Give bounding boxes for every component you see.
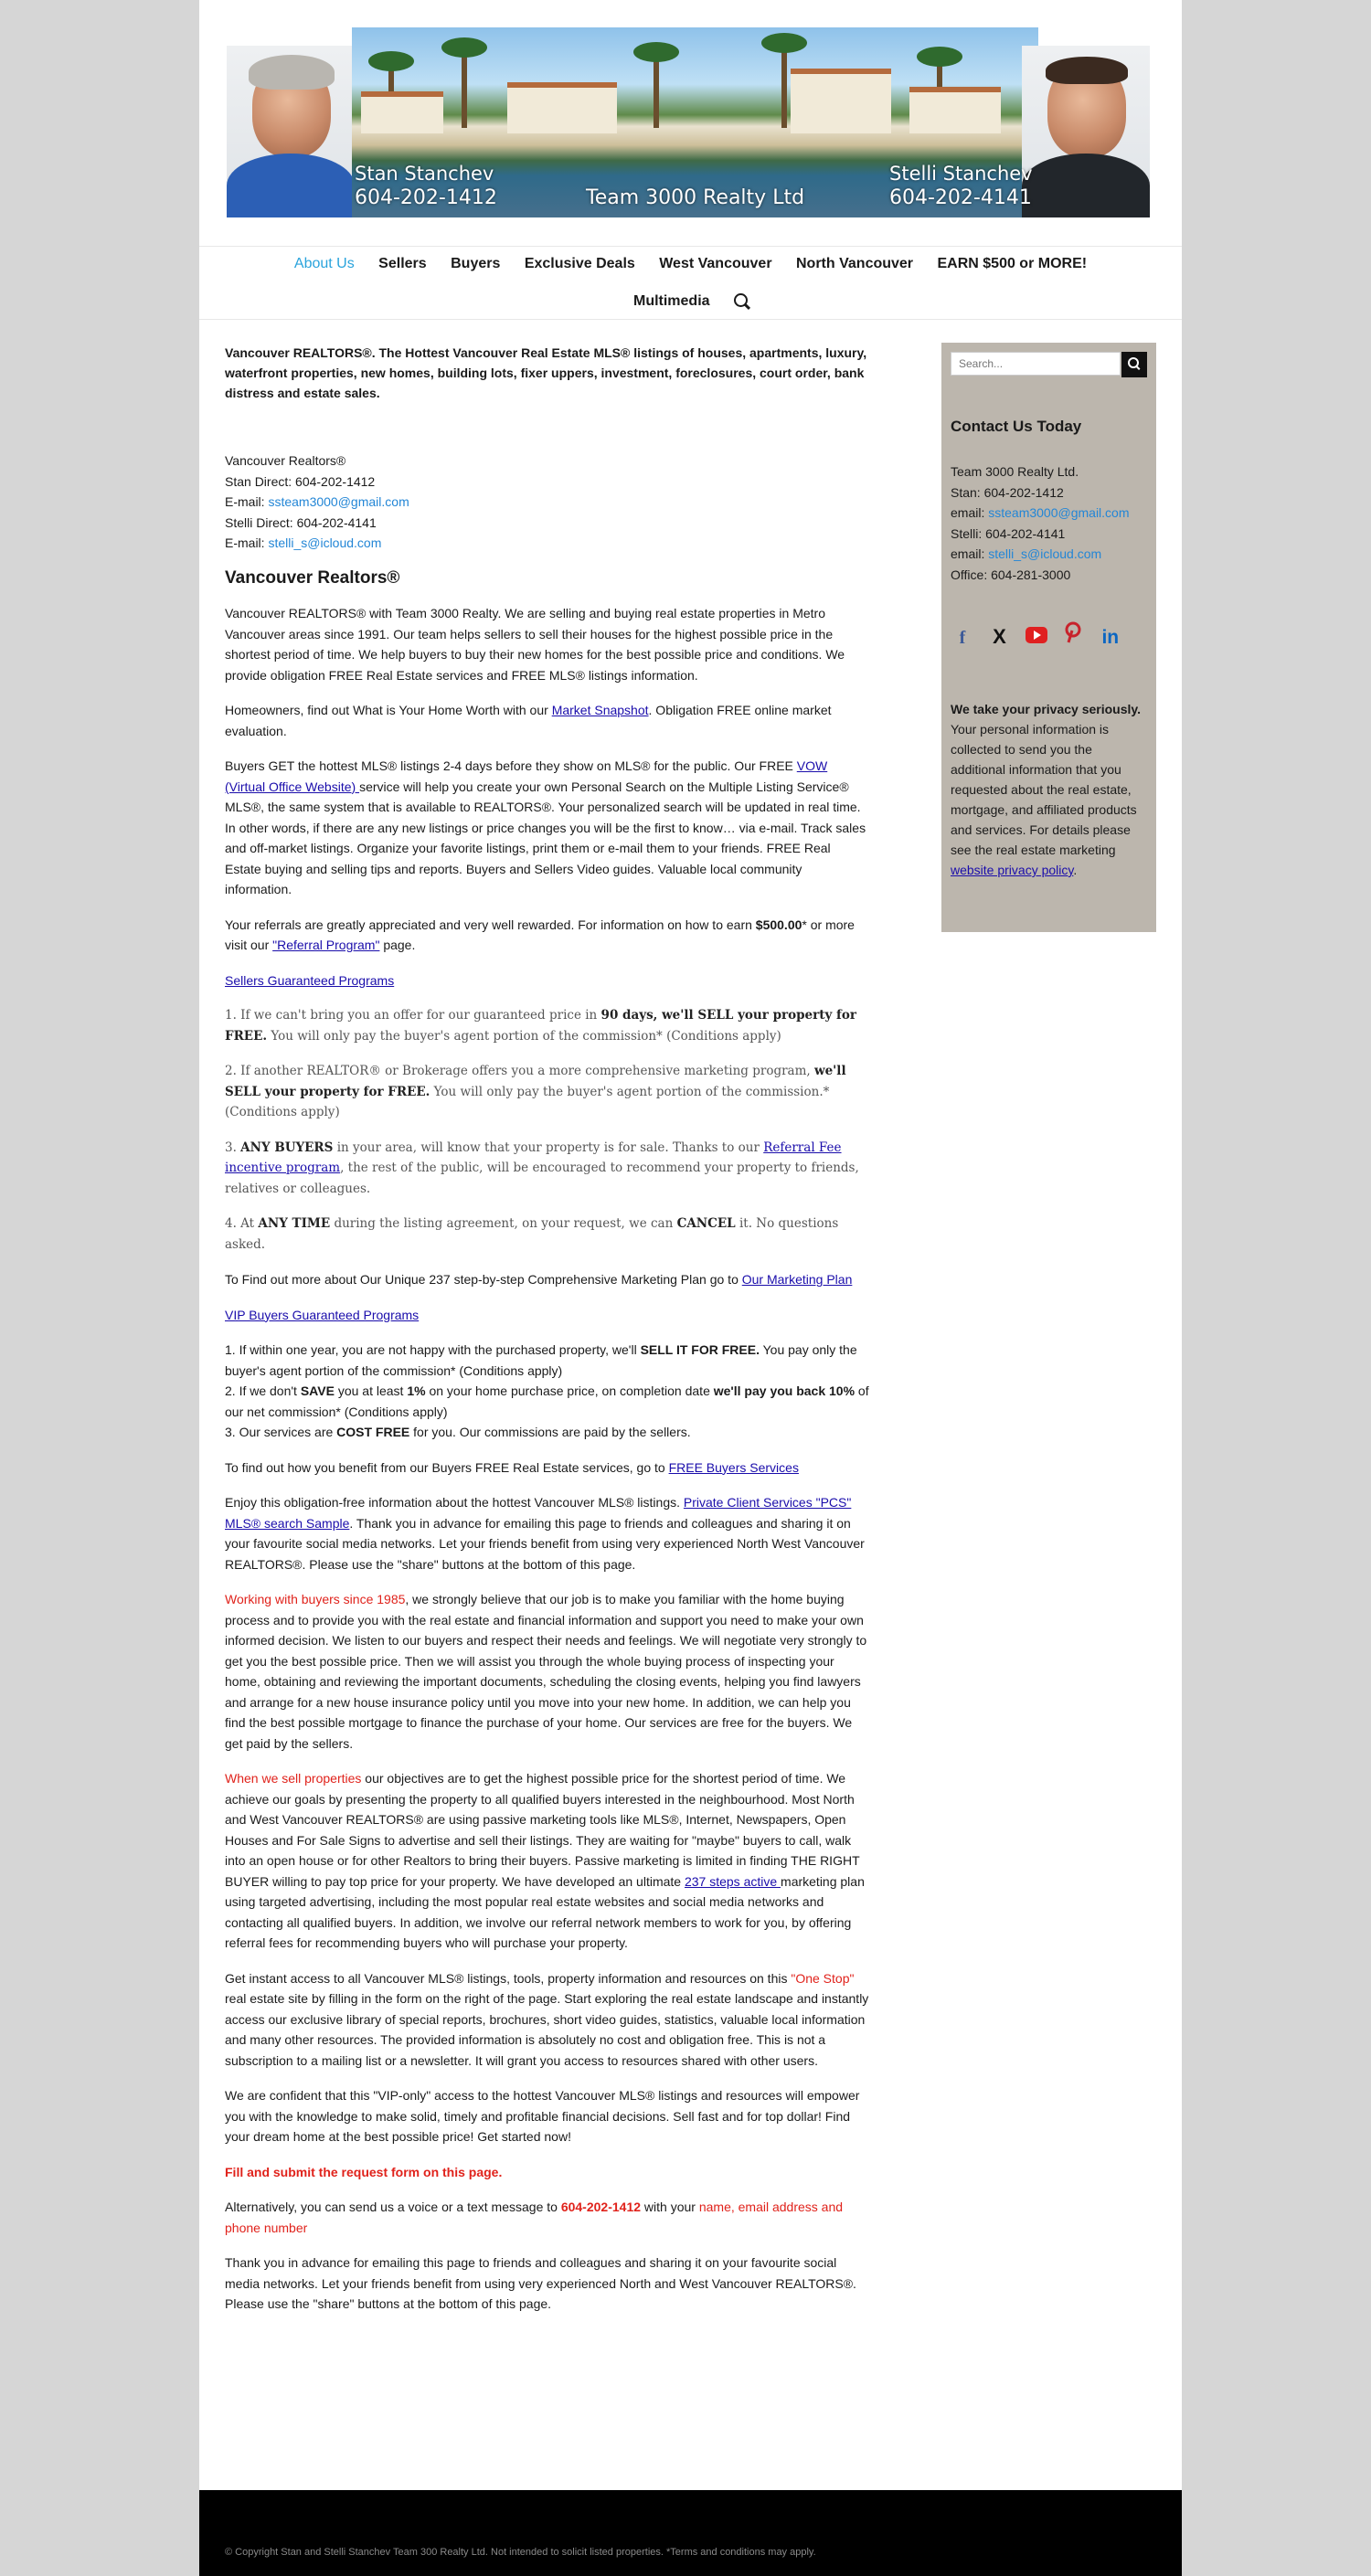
sidebar-title: Contact Us Today: [951, 418, 1082, 435]
main-nav-row2: [199, 292, 1182, 310]
sidebar-stelli-phone: Stelli: 604-202-4141: [951, 525, 1066, 541]
free-buyers-services-link[interactable]: FREE Buyers Services: [668, 1459, 799, 1475]
contact-email-label: E-mail:: [225, 494, 269, 509]
paragraph-marketing-plan: To Find out more about Our Unique 237 step-by-step Comprehensive Marketing Plan go to Our Marketing Plan: [225, 1272, 853, 1287]
sellers-guaranteed-link[interactable]: Sellers Guaranteed Programs: [225, 972, 395, 988]
nav-divider-top: [199, 246, 1182, 247]
pcs-sample-link[interactable]: Private Client Services "PCS" MLS® search Sample: [225, 1495, 852, 1531]
privacy-notice: We take your privacy seriously. Your personal information is collected to send you the additional information that you requested about the real estate, mortgage, and affiliated products and services. For details please see the real estate marketing website privacy policy.: [951, 702, 1142, 877]
referral-fee-link[interactable]: Referral Fee incentive program: [225, 1140, 842, 1175]
main-content: [225, 343, 869, 2329]
seller-guarantee-4: 4. At ANY TIME during the listing agreement, on your request, we can CANCEL it. No questions asked.: [225, 1216, 839, 1252]
page: [199, 0, 1182, 2576]
contact-email-label: E-mail:: [225, 535, 269, 550]
contact-stan: Stan Direct: 604-202-1412: [225, 473, 376, 489]
vip-guarantees: 1. If within one year, you are not happy with the purchased property, we'll SELL IT FOR FREE. You pay only the buyer's agent portion of the commission* (Conditions apply) 2. If we don't SAVE you at least 1% on your home purchase price, on completion date we'll pay you back 10% of our net commission* (Conditions apply) 3. Our services are COST FREE for you. Our commissions are paid by the sellers.: [225, 1342, 869, 1439]
main-nav: [199, 256, 1182, 272]
footer-copyright: © Copyright Stan and Stelli Stanchev Team 300 Realty Ltd. Not intended to solicit listed properties. *Terms and conditions may apply.: [225, 2547, 816, 2558]
nav-buyers[interactable]: Buyers: [451, 256, 501, 271]
market-snapshot-link[interactable]: Market Snapshot: [551, 703, 649, 717]
search-icon: [1128, 357, 1139, 368]
vip-programs: [225, 1305, 869, 1326]
left-caption-phone: 604-202-1412: [355, 186, 497, 209]
referral-program-link[interactable]: "Referral Program": [272, 938, 380, 952]
search-icon: [734, 293, 748, 307]
paragraph-referrals: Your referrals are greatly appreciated and very well rewarded. For information on how to earn $500.00* or more visit our "Referral Program" page.: [225, 917, 855, 952]
sidebar-email-stan[interactable]: ssteam3000@gmail.com: [988, 505, 1130, 520]
left-caption-name: Stan Stanchev: [355, 163, 494, 185]
contact-block: [225, 451, 869, 554]
paragraph-homeowners: Homeowners, find out What is Your Home Worth with our Market Snapshot. Obligation FREE online market evaluation.: [225, 703, 832, 738]
facebook-icon[interactable]: f: [959, 628, 966, 648]
nav-earn-500[interactable]: EARN $500 or MORE!: [937, 256, 1088, 271]
vip-buyers-link[interactable]: VIP Buyers Guaranteed Programs: [225, 1307, 420, 1322]
intro-text: Vancouver REALTORS®. The Hottest Vancouver Real Estate MLS® listings of houses, apartments, luxury, waterfront properties, new homes, building lots, fixer uppers, investment, foreclosures, court order, bank distress and estate sales.: [225, 345, 867, 400]
privacy-policy-link[interactable]: website privacy policy: [951, 863, 1074, 877]
right-caption-name: Stelli Stanchev: [889, 163, 1033, 185]
sidebar-stan-phone: Stan: 604-202-1412: [951, 484, 1064, 500]
paragraph-pcs: Enjoy this obligation-free information about the hottest Vancouver MLS® listings. Private Client Services "PCS" MLS® search Sample. Thank you in advance for emailing this page to friends and colleagues and sharing it on your favourite social media networks. Let your friends benefit from using very experienced North West Vancouver REALTORS®. Please use the "share" buttons at the bottom of this page.: [225, 1495, 865, 1572]
contact-email-stan[interactable]: ssteam3000@gmail.com: [268, 494, 409, 509]
stan-portrait: [227, 46, 355, 217]
contact-stelli: Stelli Direct: 604-202-4141: [225, 514, 377, 530]
paragraph-vip-access: We are confident that this "VIP-only" access to the hottest Vancouver MLS® listings and resources will empower you with the knowledge to make solid, timely and profitable financial decisions. Sell fast and for top dollar! Find your dream home at the best possible price! Get started now!: [225, 2088, 860, 2144]
nav-search-button[interactable]: [734, 292, 748, 310]
footer: [199, 2490, 1182, 2576]
youtube-icon[interactable]: [1025, 626, 1048, 650]
nav-sellers[interactable]: Sellers: [378, 256, 427, 271]
paragraph-working-buyers: Working with buyers since 1985, we strongly believe that our job is to make you familiar with the home buying process and to provide you with the real estate and financial information and support you need to make your own informed decision. We listen to our buyers and respect their needs and feelings. We will negotiate very strongly to get you the best possible price. Then we will assist you through the whole buying process of inspecting your home, obtaining and reviewing the important documents, scheduling the closing events, helping you find lawyers and arrange for a new house insurance policy until you move into your new home. In addition, we can help you find the best possible mortgage to finance the purchase of your home. Our services are free for the buyers. We get paid by the sellers.: [225, 1592, 867, 1751]
sidebar-company: Team 3000 Realty Ltd.: [951, 464, 1079, 479]
seller-guarantee-1: 1. If we can't bring you an offer for our guaranteed price in 90 days, we'll SELL your property for FREE. You will only pay the buyer's agent portion of the commission* (Conditions apply): [225, 1008, 856, 1044]
paragraph-one-stop: Get instant access to all Vancouver MLS® listings, tools, property information and resources on this "One Stop" real estate site by filling in the form on the right of the page. Start exploring the real estate landscape and instantly access our exclusive library of special reports, brochures, short video guides, statistics, valuable local information and many other resources. The provided information is absolutely no cost and obligation free. This is not a subscription to a mailing list or a newsletter. It will grant you access to resources shared with other users.: [225, 1970, 869, 2068]
nav-divider-bottom: [199, 319, 1182, 320]
privacy-heading: We take your privacy seriously.: [951, 702, 1142, 716]
nav-west-vancouver[interactable]: West Vancouver: [659, 256, 772, 271]
nav-north-vancouver[interactable]: North Vancouver: [796, 256, 914, 271]
paragraph-sell-properties: When we sell properties our objectives are to get the highest possible price for the shortest period of time. We achieve our goals by presenting the property to all qualified buyers interested in the neighbourhood. Most North and West Vancouver REALTORS® are using passive marketing tools like MLS®, Internet, Newspapers, Open Houses and For Sale Signs to advertise and sell their listings. They are waiting for "maybe" buyers to call, walk into an open house or for other Realtors to bring their buyers. Passive marketing is limited in finding THE RIGHT BUYER willing to pay top price for your property. We have developed an ultimate 237 steps active marketing plan using targeted advertising, including the most popular real estate websites and social media networks and contacting all qualified buyers. In addition, we involve our referral network members to work for you, by offering referral fees for recommending buyers who will purchase your property.: [225, 1771, 865, 1950]
center-caption: Team 3000 Realty Ltd: [586, 186, 805, 209]
paragraph-thank-you: Thank you in advance for emailing this page to friends and colleagues and sharing it on your favourite social media networks. Let your friends benefit from using very experienced North and West Vancouver REALTORS®. Please use the "share" buttons at the bottom of this page.: [225, 2255, 856, 2311]
paragraph-buyers-services: To find out how you benefit from our Buyers FREE Real Estate services, go to FREE Buyers Services: [225, 1459, 799, 1475]
paragraph-text-message: Alternatively, you can send us a voice or a text message to 604-202-1412 with your name, email address and phone number: [225, 2200, 844, 2235]
sidebar-email-stelli[interactable]: stelli_s@icloud.com: [988, 546, 1102, 561]
marketing-plan-link[interactable]: Our Marketing Plan: [741, 1272, 853, 1287]
stelli-portrait: [1022, 46, 1150, 217]
pinterest-icon[interactable]: [1061, 621, 1085, 645]
sidebar-search: [951, 352, 1147, 377]
contact-email-stelli[interactable]: stelli_s@icloud.com: [268, 535, 382, 550]
x-icon[interactable]: X: [993, 625, 1006, 648]
nav-exclusive-deals[interactable]: Exclusive Deals: [524, 256, 635, 271]
237-steps-link[interactable]: 237 steps active: [684, 1873, 781, 1889]
social-links: [951, 621, 1132, 650]
header-banner[interactable]: [227, 27, 1150, 217]
section-heading: Vancouver Realtors®: [225, 567, 400, 588]
seller-guarantee-2: 2. If another REALTOR® or Brokerage offers you a more comprehensive marketing program, we'll SELL your property for FREE. You will only pay the buyer's agent portion of the commission.*(Conditions apply): [225, 1064, 846, 1119]
right-caption-phone: 604-202-4141: [889, 186, 1032, 209]
sellers-programs: [225, 970, 869, 991]
sidebar-contact: Team 3000 Realty Ltd. Stan: 604-202-1412 email: ssteam3000@gmail.com Stelli: 604-202-4141 email: stelli_s@icloud.com Office: 604-281-3000: [951, 464, 1130, 582]
nav-about-us[interactable]: About Us: [293, 256, 355, 271]
vow-link[interactable]: VOW (Virtual Office Website): [225, 758, 828, 794]
sidebar: [941, 343, 1156, 932]
nav-multimedia[interactable]: Multimedia: [632, 293, 710, 309]
sidebar-search-input[interactable]: [951, 352, 1121, 376]
paragraph-about: Vancouver REALTORS® with Team 3000 Realty. We are selling and buying real estate properties in Metro Vancouver areas since 1991. Our team helps sellers to sell their houses for the highest possible price in the shortest period of time. We help buyers to buy their new homes for the best possible price and conditions. We provide obligation FREE Real Estate services and FREE MLS® listings information.: [225, 606, 845, 683]
sidebar-office-phone: Office: 604-281-3000: [951, 567, 1071, 582]
seller-guarantee-3: 3. ANY BUYERS in your area, will know that your property is for sale. Thanks to our Referral Fee incentive program, the rest of the public, will be encouraged to recommend your property to friends, relatives or colleagues.: [225, 1140, 859, 1196]
sidebar-search-button[interactable]: [1121, 352, 1147, 377]
paragraph-buyers-vow: Buyers GET the hottest MLS® listings 2-4 days before they show on MLS® for the public. Our FREE VOW (Virtual Office Website) service will help you create your own Personal Search on the Multiple Listing Service® MLS®, the same system that is available to REALTORS®. Your personalized search will be updated in real time. In other words, if there are any new listings or price changes you will be the first to know… via e-mail. Track sales and off-market listings. Organize your favorite listings, print them or e-mail them to your friends. FREE Real Estate buying and selling tips and reports. Buyers and Sellers Video guides. Valuable local community information.: [225, 758, 866, 896]
contact-org: Vancouver Realtors®: [225, 453, 346, 468]
paragraph-fill-form: Fill and submit the request form on this page.: [225, 2164, 503, 2179]
linkedin-icon[interactable]: in: [1101, 627, 1120, 648]
